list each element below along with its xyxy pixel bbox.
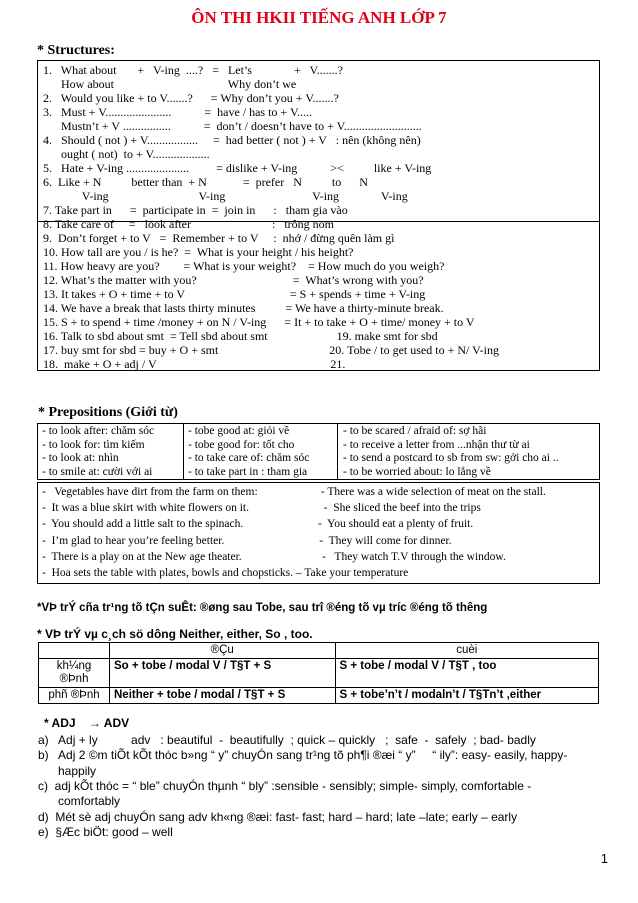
structure-line: 16. Talk to sbd about smt = Tell sbd about smt 19. make smt for sbd — [43, 329, 438, 343]
adj-adv-rule: e) §Æc biÖt: good – well — [38, 824, 173, 839]
preposition-item: - to look after: chăm sóc — [42, 425, 155, 437]
table-head-last: cuèi — [335, 643, 598, 659]
adj-adv-rule: d) Mét sè adj chuyÓn sang adv kh«ng ®æi: fast- fast; hard – hard; late –late; early – early — [38, 809, 518, 824]
structure-line: How about Why don’t we — [43, 77, 297, 91]
structure-line: 8. Take care of = look after : trông nom — [43, 217, 334, 231]
preposition-item: - to receive a letter from ...nhận thư từ ai — [343, 438, 530, 451]
preposition-item: - to look at: nhìn — [42, 452, 119, 464]
preposition-sentence: - I’m glad to hear you’re feeling better. - They will come for dinner. — [42, 534, 452, 547]
preposition-item: - tobe good for: tốt cho — [188, 438, 295, 451]
structure-line: 4. Should ( not ) + V................. = had better ( not ) + V : nên (không nên) — [43, 133, 421, 147]
structure-line: 13. It takes + O + time + to V = S + spends + time + V-ing — [43, 287, 426, 301]
structure-line: 2. Would you like + to V.......? = Why don’t you + V.......? — [43, 91, 339, 105]
row-affirmative-label: kh¼ng ®Þnh — [39, 659, 110, 688]
row-negative-last: S + tobe’n’t / modaln’t / T§Tn’t ,either — [335, 688, 598, 704]
structure-line: 11. How heavy are you? = What is your weight? = How much do you weigh? — [43, 259, 445, 273]
structure-line: V-ing V-ing V-ing V-ing — [43, 189, 408, 203]
preposition-item: - to be worried about: lo lắng về — [343, 465, 491, 478]
structure-line: 1. What about + V-ing ....? = Let’s + V.......? — [43, 63, 343, 77]
preposition-sentences-box — [37, 482, 600, 584]
preposition-item: - to take part in : tham gia — [188, 465, 308, 478]
neither-either-heading: * VÞ trÝ vµ c¸ch sö dông Neither, either, So , too. — [37, 627, 313, 641]
structures-heading: * Structures: — [37, 43, 115, 58]
row-affirmative-first: So + tobe / modal V / T§T + S — [110, 659, 336, 688]
row-negative-first: Neither + tobe / modal / T§T + S — [110, 688, 336, 704]
adj-adv-rule: happily — [38, 763, 97, 778]
neither-either-table — [38, 642, 599, 704]
adj-adv-rule: a) Adj + ly adv : beautiful - beautifully ; quick – quickly ; safe - safely ; bad- badly — [38, 733, 536, 747]
adverb-position-note: *VÞ trÝ cña tr¹ng tõ tÇn suÊt: ®øng sau Tobe, sau trî ®éng tõ vµ tríc ®éng tõ thêng — [37, 602, 488, 614]
row-affirmative-last: S + tobe / modal V / T§T , too — [335, 659, 598, 688]
structure-line: Mustn’t + V ................ = don’t / doesn’t have to + V.......................... — [43, 119, 422, 133]
structure-line: 14. We have a break that lasts thirty minutes = We have a thirty-minute break. — [43, 301, 444, 315]
preposition-item: - tobe good at: giỏi về — [188, 425, 290, 437]
preposition-sentence: - You should add a little salt to the spinach. - You should eat a plenty of fruit. — [42, 518, 474, 531]
structure-line: ought ( not) to + V................... — [43, 147, 210, 161]
preposition-sentence: - Hoa sets the table with plates, bowls and chopsticks. – Take your temperature — [42, 567, 409, 579]
preposition-item: - to smile at: cười với ai — [42, 465, 153, 478]
preposition-sentence: - It was a blue skirt with white flowers on it. - She sliced the beef into the trips — [42, 502, 481, 515]
prepositions-grid — [37, 423, 600, 480]
preposition-sentence: - There is a play on at the New age theater. - They watch T.V through the window. — [42, 550, 506, 563]
structure-line: 10. How tall are you / is he? = What is your height / his height? — [43, 245, 354, 259]
preposition-item: - to be scared / afraid of: sợ hãi — [343, 425, 487, 437]
row-negative-label: phñ ®Þnh — [39, 688, 110, 704]
preposition-item: - to take care of: chăm sóc — [188, 452, 310, 464]
prepositions-heading: * Prepositions (Giới từ) — [38, 405, 178, 420]
adj-adv-rule: b) Adj 2 ©m tiÕt kÕt thóc b»ng “ y” chuyÓn sang tr¹ng tõ ph¶i ®æi “ y” “ ily”: easy- easily, happy- — [38, 748, 568, 763]
structure-line: 12. What’s the matter with you? = What’s wrong with you? — [43, 273, 424, 287]
preposition-item: - to look for: tìm kiếm — [42, 438, 145, 451]
page-title: ÔN THI HKII TIẾNG ANH LỚP 7 — [191, 8, 447, 27]
structure-line: 5. Hate + V-ing ..................... = dislike + V-ing >< like + V-ing — [43, 161, 432, 175]
structure-line: 15. S + to spend + time /money + on N / V-ing = It + to take + O + time/ money + to V — [43, 315, 475, 329]
table-head-first: ®Çu — [110, 643, 336, 659]
adj-adv-heading: * ADJ → ADV — [44, 716, 130, 730]
adj-adv-rule: c) adj kÕt thóc = “ ble” chuyÓn thµnh “ bly” :sensible - sensibly; simple- simply, comfortable - — [38, 778, 532, 793]
preposition-sentence: - Vegetables have dirt from the farm on them: - There was a wide selection of meat on the stall. — [42, 486, 546, 498]
adj-adv-rule: comfortably — [38, 794, 121, 809]
structure-line: 17. buy smt for sbd = buy + O + smt 20. Tobe / to get used to + N/ V-ing — [43, 343, 500, 357]
preposition-item: - to send a postcard to sb from sw: gởi cho ai .. — [343, 452, 559, 464]
structure-line: 7. Take part in = participate in = join in : tham gia vào — [43, 203, 348, 217]
page-number: 1 — [600, 851, 608, 866]
structures-box — [37, 60, 600, 371]
structure-line: 9. Don’t forget + to V = Remember + to V : nhớ / đừng quên làm gì — [43, 231, 395, 245]
structure-line: 6. Like + N better than + N = prefer N to N — [43, 175, 368, 189]
structure-line: 18. make + O + adj / V 21. — [43, 357, 346, 371]
structure-line: 3. Must + V...................... = have / has to + V..... — [43, 105, 313, 119]
